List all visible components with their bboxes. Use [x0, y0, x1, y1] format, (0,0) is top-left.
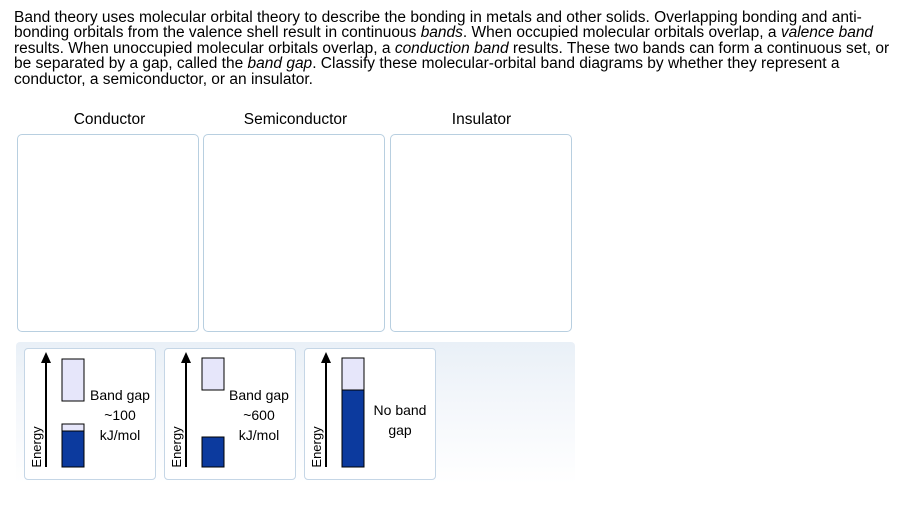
term-band-gap: band gap	[247, 55, 313, 73]
card-label-line: kJ/mol	[238, 427, 280, 443]
card-label-line: ~100	[104, 407, 136, 423]
card-label	[223, 385, 295, 445]
question-text-part: results. These two bands can form a continuous set, or be separated by a gap, called the	[14, 39, 890, 73]
conduction-band	[62, 359, 84, 401]
valence-band-filled	[342, 390, 364, 467]
energy-arrow-head	[321, 352, 331, 363]
card-label-line: Band gap	[90, 387, 150, 403]
question-text-part: . When occupied molecular orbitals overlap, a	[462, 24, 781, 42]
conduction-band	[202, 358, 224, 390]
card-label-line: Band gap	[229, 387, 289, 403]
term-conduction-band: conduction band	[394, 39, 509, 57]
drop-bin-semiconductor[interactable]	[203, 134, 385, 332]
card-label-line: kJ/mol	[99, 427, 141, 443]
drag-card-band-gap-100[interactable]	[24, 348, 156, 480]
drag-card-no-band-gap[interactable]	[304, 348, 436, 480]
question-text-part: Band theory uses molecular orbital theory to describe the bonding in metals and other solids. Overlapping bonding and anti-bonding orbitals from the valence shell result in continuous	[14, 9, 862, 42]
card-label-line: No band	[373, 402, 427, 418]
card-label	[85, 385, 155, 445]
valence-band-filled	[202, 437, 224, 467]
bin-header-semiconductor: Semiconductor	[243, 111, 348, 128]
bin-header-insulator: Insulator	[451, 111, 512, 128]
conduction-band	[342, 358, 364, 390]
drag-card-band-gap-600[interactable]	[164, 348, 296, 480]
drop-bin-insulator[interactable]	[390, 134, 572, 332]
term-valence-band: valence band	[780, 24, 874, 42]
card-label-line: gap	[388, 422, 412, 438]
drop-bin-conductor[interactable]	[17, 134, 199, 332]
energy-axis-label: Energy	[309, 426, 324, 468]
energy-axis-label: Energy	[169, 426, 184, 468]
card-label	[365, 400, 435, 440]
question-text	[14, 10, 899, 87]
question-text-part: . Classify these molecular-orbital band diagrams by whether they represent a conductor, a semiconductor, or an insulator.	[14, 55, 840, 88]
valence-band-empty-part	[62, 424, 84, 431]
energy-axis-label: Energy	[29, 426, 44, 468]
card-label-line: ~600	[243, 407, 275, 423]
question-text-part: results. When unoccupied molecular orbitals overlap, a	[14, 39, 395, 57]
energy-arrow-head	[41, 352, 51, 363]
bin-header-conductor: Conductor	[73, 111, 146, 128]
term-bands: bands	[420, 24, 463, 42]
valence-band-filled	[62, 431, 84, 467]
energy-arrow-head	[181, 352, 191, 363]
